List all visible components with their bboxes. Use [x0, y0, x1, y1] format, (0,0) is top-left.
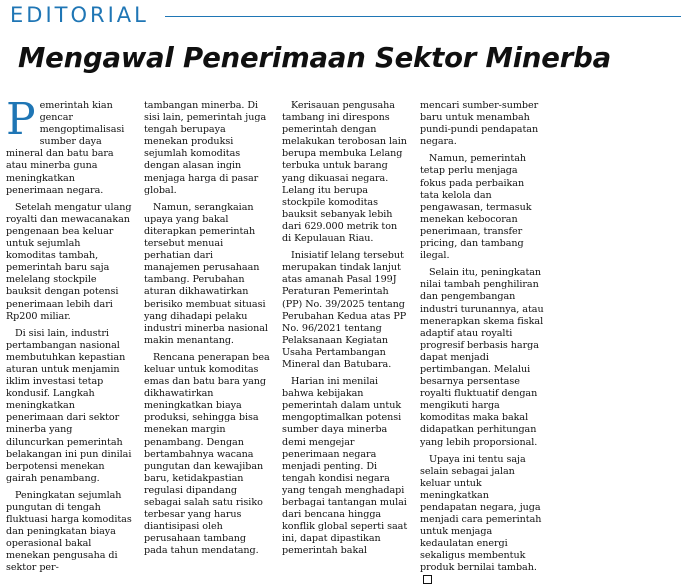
- paragraph: Setelah mengatur ulang royalti dan mewacanakan pengenaan bea keluar untuk sejumlah komoditas tambah, pemerintah baru saja melelang stockpile bauksit dengan potensi penerimaan lebih dari Rp200 miliar.: [6, 201, 132, 322]
- paragraph: [6, 94, 132, 197]
- paragraph: Peningkatan sejumlah pungutan di tengah fluktuasi harga komoditas dan peningkatan biaya operasional bakal menekan pengusaha di sektor per-: [6, 489, 132, 574]
- paragraph: Selain itu, peningkatan nilai tambah penghiliran dan pengembangan industri turunannya, atau menerapkan skema fiskal adaptif atau royalti progresif berbasis harga dapat menjadi pertimbangan. Melalui besarnya persentase royalti fluktuatif dengan mengikuti harga komoditas maka bakal didapatkan perhitungan yang lebih proporsional.: [420, 267, 544, 448]
- paragraph: Inisiatif lelang tersebut merupakan tindak lanjut atas amanah Pasal 199J Peraturan Pemerintah (PP) No. 39/2025 tentang Perubahan Kedua atas PP No. 96/2021 tentang Pelaksanaan Kegiatan Usaha Pertambangan Mineral dan Batubara.: [282, 250, 407, 370]
- paragraph: tambangan minerba. Di sisi lain, pemerintah juga tengah berupaya menekan produksi sejumlah komoditas dengan alasan ingin menjaga harga di pasar global.: [144, 100, 267, 196]
- paragraph: [420, 454, 546, 588]
- end-mark-icon: [423, 575, 432, 584]
- header-rule: [165, 16, 681, 17]
- paragraph: Namun, serangkaian upaya yang bakal diterapkan pemerintah tersebut menuai perhatian dari manajemen perusahaan tambang. Perubahan aturan dikhawatirkan berisiko membuat situasi yang dihadapi pelaku industri minerba nasional makin menantang.: [144, 201, 268, 346]
- paragraph: Namun, pemerintah tetap perlu menjaga fokus pada perbaikan tata kelola dan pengawasan, termasuk menekan kebocoran penerimaan, transfer pricing, dan tambang ilegal.: [420, 153, 532, 262]
- section-kicker: EDITORIAL: [10, 3, 149, 27]
- paragraph: Di sisi lain, industri pertambangan nasional membutuhkan kepastian aturan untuk menjamin iklim investasi tetap kondusif. Langkah meningkatkan penerimaan dari sektor minerba yang diluncurkan pemerintah belakangan ini pun dinilai berpotensi menekan gairah penambang.: [6, 327, 132, 484]
- drop-cap: P: [6, 94, 36, 145]
- column-1: [6, 94, 132, 574]
- column-3: [282, 100, 408, 557]
- column-4: [420, 100, 546, 574]
- paragraph-text: Upaya ini tentu saja selain sebagai jalan keluar untuk meningkatkan pendapatan negara, juga menjadi cara pemerintah untuk menjaga kedaulatan energi sekaligus membentuk produk bernilai tambah.: [420, 453, 542, 574]
- paragraph: Rencana penerapan bea keluar untuk komoditas emas dan batu bara yang dikhawatirkan meningkatkan biaya produksi, sehingga bisa menekan margin penambang. Dengan bertambahnya wacana pungutan dan kewajiban baru, ketidakpastian regulasi dipandang sebagai salah satu risiko terbesar yang harus diantisipasi oleh perusahaan tambang pada tahun mendatang.: [144, 351, 270, 557]
- headline: Mengawal Penerimaan Sektor Minerba: [18, 42, 611, 74]
- paragraph: mencari sumber-sumber baru untuk menambah pundi-pundi pendapatan negara.: [420, 100, 539, 148]
- paragraph-text: emerintah kian gencar mengoptimalisasi sumber daya mineral dan batu bara atau minerba guna meningkatkan penerimaan negara.: [6, 100, 125, 196]
- paragraph: Harian ini menilai bahwa kebijakan pemerintah dalam untuk mengoptimalkan potensi sumber daya minerba demi mengejar penerimaan negara menjadi penting. Di tengah kondisi negara yang tengah menghadapi berbagai tantangan mulai dari bencana hingga konflik global seperti saat ini, dapat dipastikan pemerintah bakal: [282, 376, 408, 557]
- paragraph: Kerisauan pengusaha tambang ini direspons pemerintah dengan melakukan terobosan lain berupa membuka Lelang terbuka untuk barang yang dikuasai negara. Lelang itu berupa stockpile komoditas bauksit sebanyak lebih dari 629.000 metrik ton di Kepulauan Riau.: [282, 100, 407, 245]
- column-2: [144, 100, 270, 557]
- article-body: [6, 94, 686, 574]
